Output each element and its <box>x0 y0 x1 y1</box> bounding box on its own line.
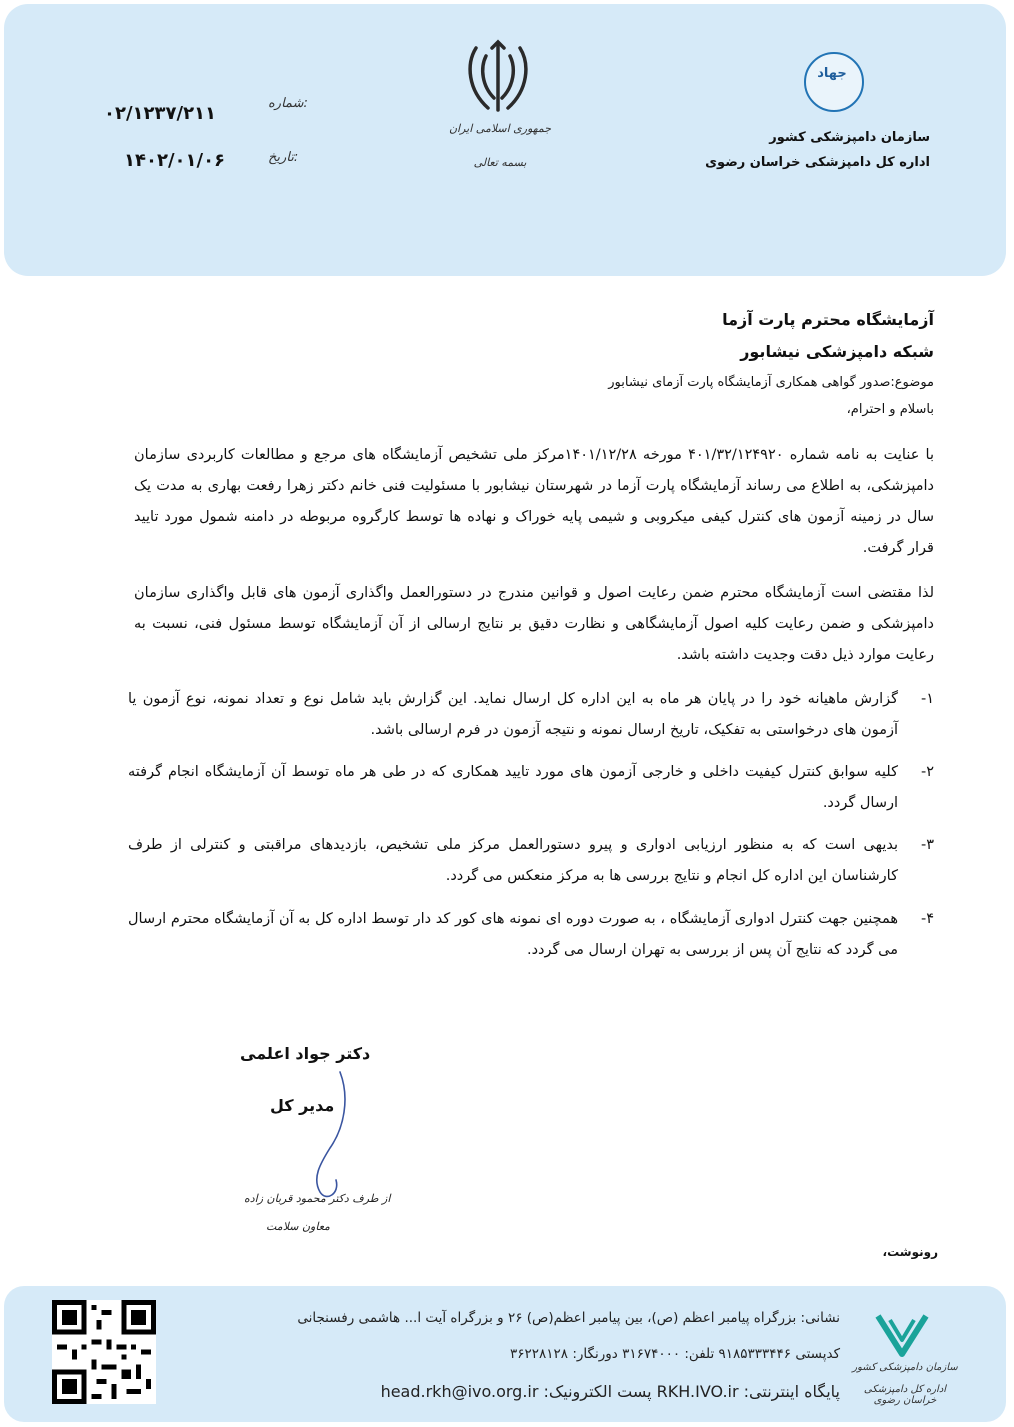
paragraph-2: لذا مقتضی است آزمایشگاه محترم ضمن رعایت اصول و قوانین مندرج در دستورالعمل واگذاری آزمون های قابل واگذاری سازمان دامپزشکی و ضمن رعایت کلیه اصول آزمایشگاهی و نظارت دقیق بر نتایج ارسالی از آن آزمایشگاه توسط مسئول فنی، نسبت به رعایت موارد ذیل دقت وجدیت داشته باشد. <box>134 585 934 663</box>
qr-code-icon <box>52 1300 156 1404</box>
deputy-title: معاون سلامت <box>266 1220 330 1233</box>
letter-number: ۰۲/۱۲۳۷/۲۱۱ <box>104 103 217 124</box>
paragraph-1: با عنایت به نامه شماره ۴۰۱/۳۲/۱۲۴۹۲۰ مورخه ۱۴۰۱/۱۲/۲۸مرکز ملی تشخیص آزمایشگاه های مرجع و مطالعات کاربردی سازمان دامپزشکی، به اطلاع می رساند آزمایشگاه پارت آزما در شهرستان نیشابور با مسئولیت فنی خانم دکتر زهرا رفعت بهاری به مدت یک سال در زمینه آزمون های کنترل کیفی میکروبی و شیمی پایه خوراک و نهاده ها توسط کارگروه مربوطه در دامنه شمول مورد تایید قرار گرفت. <box>134 447 935 556</box>
footer-logo-dept: اداره کل دامپزشکی خراسان رضوی <box>863 1384 947 1406</box>
iran-emblem-icon <box>462 38 534 118</box>
list-number: ۲- <box>920 764 934 780</box>
jahad-logo-text: جهاد <box>817 66 847 81</box>
dept-name: اداره کل دامپزشکی خراسان رضوی <box>705 155 930 170</box>
on-behalf-line: از طرف دکتر محمود قربان زاده <box>244 1192 391 1205</box>
handwritten-signature-icon <box>290 1068 380 1208</box>
bismillah: بسمه تعالی <box>473 156 527 169</box>
ivo-logo-icon <box>872 1310 932 1360</box>
org-name: سازمان دامپزشکی کشور <box>769 130 930 145</box>
greeting: باسلام و احترام، <box>846 402 934 417</box>
list-number: ۴- <box>920 911 934 927</box>
signer-title: مدیر کل <box>270 1096 335 1115</box>
network-name: شبکه دامپزشکی نیشابور <box>740 342 934 361</box>
jahad-logo-icon <box>804 52 864 112</box>
list-text: همچنین جهت کنترل ادواری آزمایشگاه ، به صورت دوره ای نمونه های کور کد دار توسط اداره کل به آن آزمایشگاه محترم ارسال می گردد که نتایج آن پس از بررسی به تهران ارسال می گردد. <box>128 911 898 958</box>
letter-date: ۱۴۰۲/۰۱/۰۶ <box>124 150 226 171</box>
signer-name: دکتر جواد اعلمی <box>240 1044 371 1063</box>
subject-line: موضوع:صدور گواهی همکاری آزمایشگاه پارت آزمای نیشابور <box>608 375 934 390</box>
number-label: شماره: <box>268 96 308 111</box>
cc-label: رونوشت، <box>882 1245 938 1259</box>
footer-contact: کدپستی ۹۱۸۵۳۳۳۴۴۶ تلفن: ۳۱۶۷۴۰۰۰ دورنگار: ۳۶۲۲۸۱۲۸ <box>510 1346 840 1362</box>
list-text: گزارش ماهیانه خود را در پایان هر ماه به این اداره کل ارسال نماید. این گزارش باید شامل نوع و تعداد نمونه، نوع آزمون یا آزمون های درخواستی به تفکیک، تاریخ ارسال نمونه و نتیجه آزمون در فرم ارسالی باشد. <box>128 691 898 738</box>
footer-address: نشانی: بزرگراه پیامبر اعظم (ص)، بین پیامبر اعظم(ص) ۲۶ و بزرگراه آیت ا... هاشمی رفسنجانی <box>297 1310 840 1326</box>
date-label: تاریخ: <box>268 150 299 165</box>
list-text: بدیهی است که به منظور ارزیابی ادواری و پیرو دستورالعمل مرکز ملی تشخیص، بازدیدهای مراقبتی و کنترلی از طرف کارشناسان این اداره کل انجام و نتایج بررسی ها به مرکز منعکس می گردد. <box>128 837 898 884</box>
recipient: آزمایشگاه محترم پارت آزما <box>722 310 934 329</box>
footer-web: پایگاه اینترنتی: RKH.IVO.ir پست الکترونیک: head.rkh@ivo.org.ir <box>380 1382 840 1401</box>
list-number: ۱- <box>920 691 934 707</box>
emblem-caption: جمهوری اسلامی ایران <box>448 122 552 135</box>
list-number: ۳- <box>920 837 934 853</box>
footer-logo-org: سازمان دامپزشکی کشور <box>852 1362 958 1373</box>
list-text: کلیه سوابق کنترل کیفیت داخلی و خارجی آزمون های مورد تایید همکاری که در طی هر ماه توسط آن آزمایشگاه انجام گرفته ارسال گردد. <box>128 764 898 811</box>
